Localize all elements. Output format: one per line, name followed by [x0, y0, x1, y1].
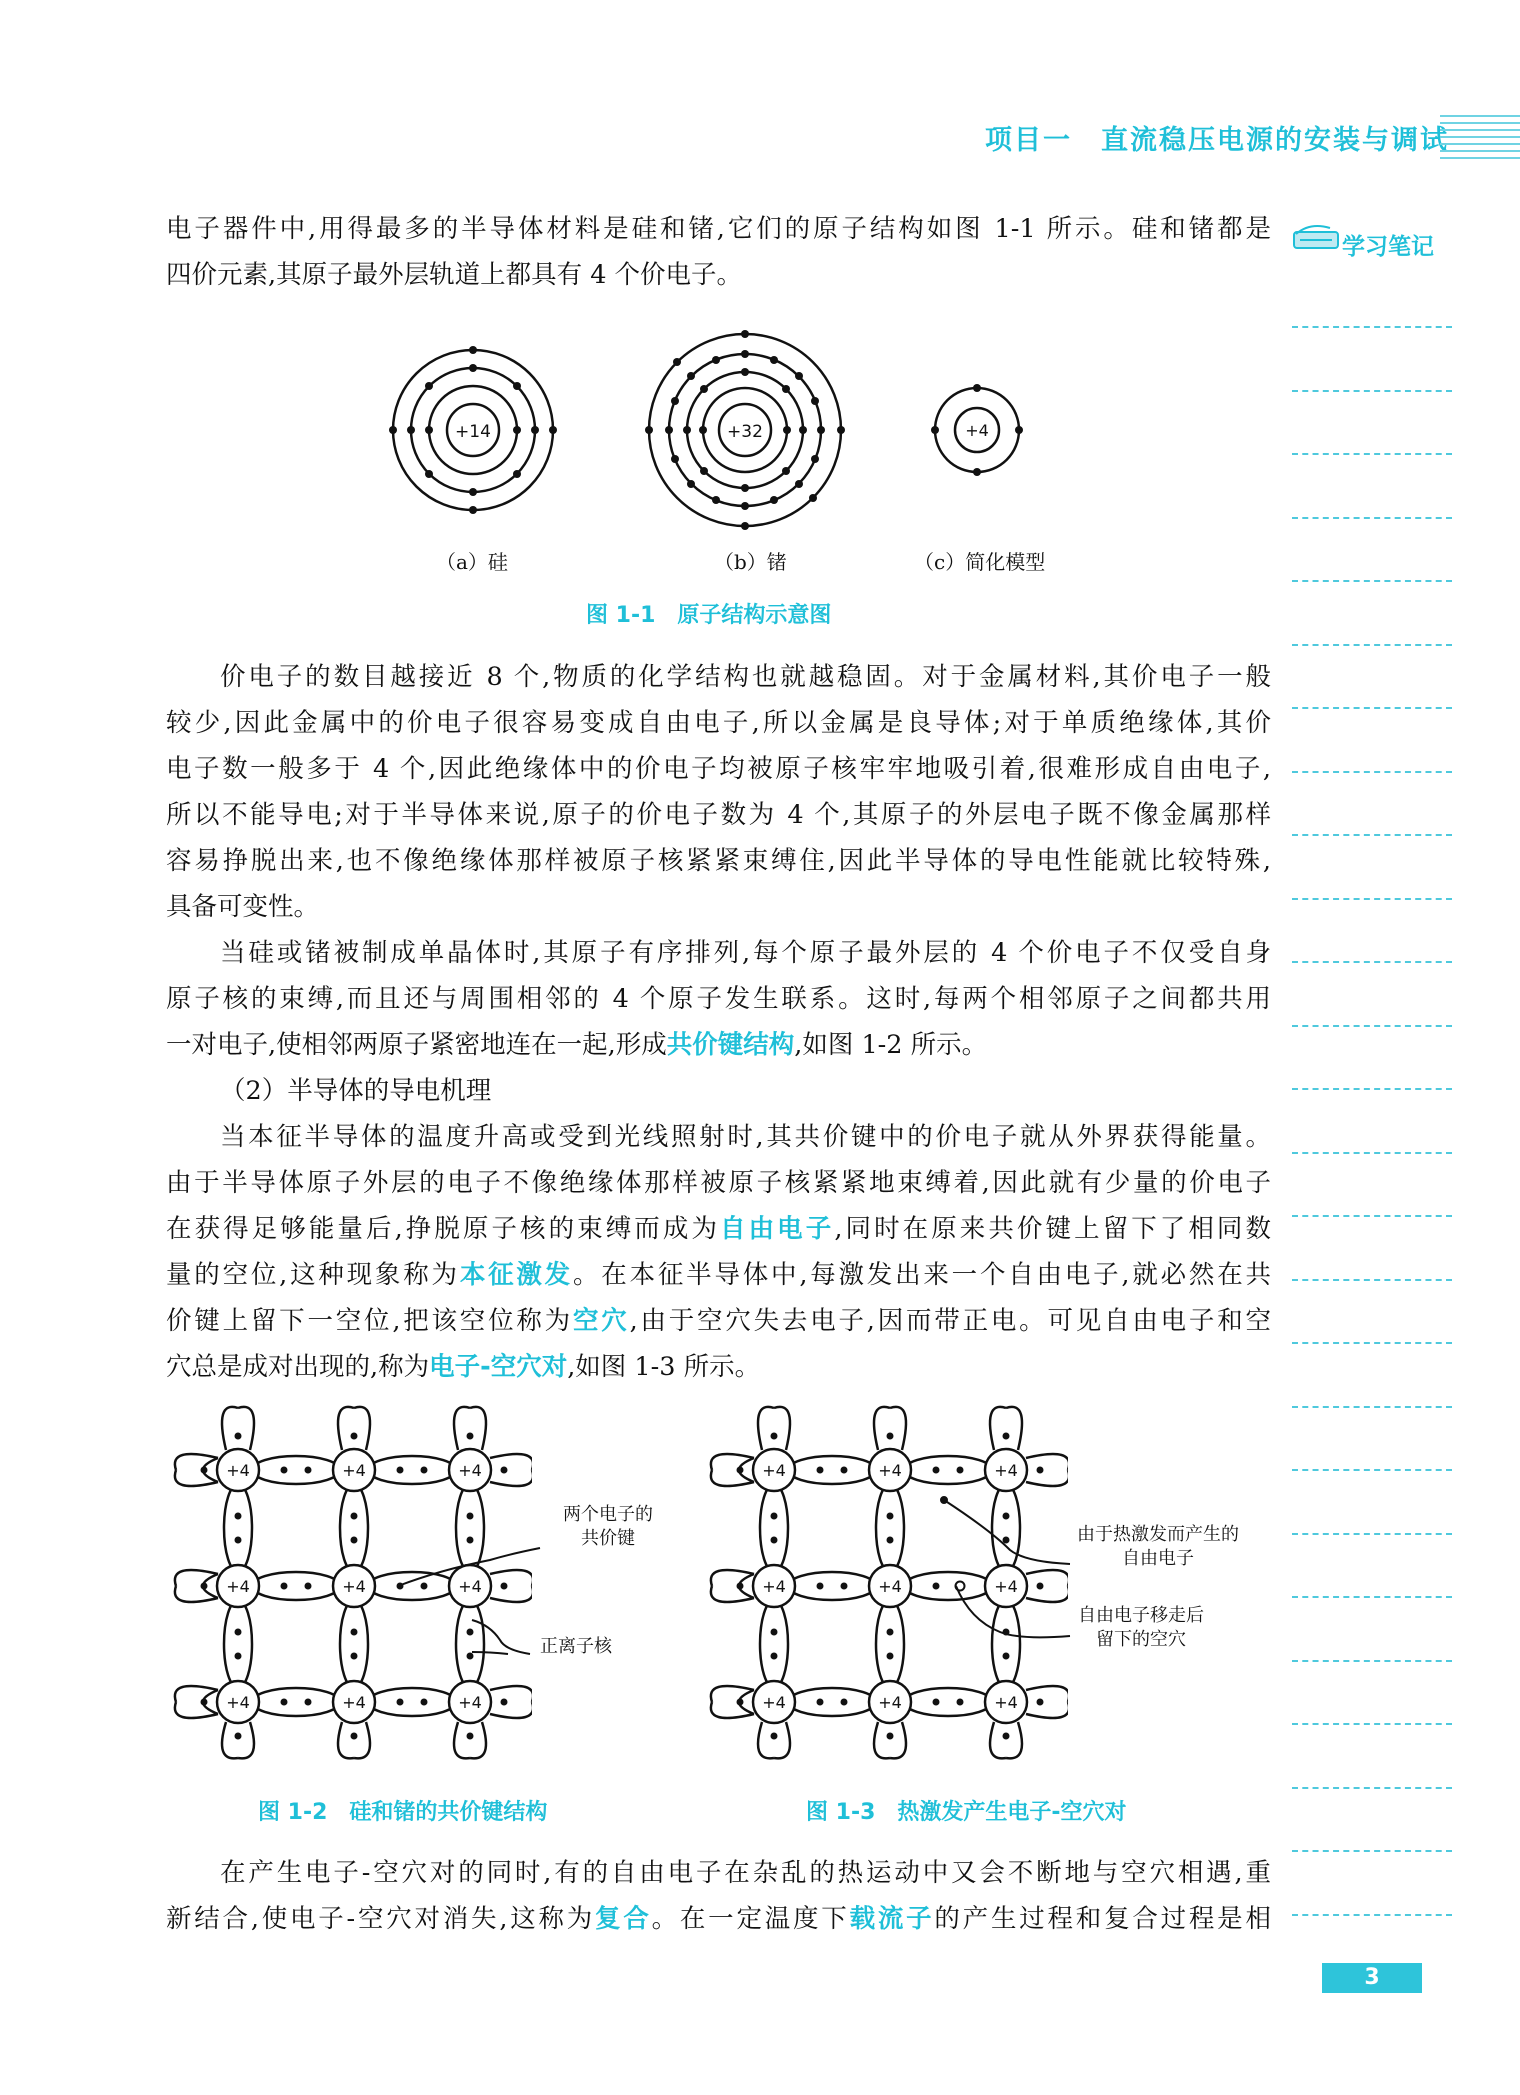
valence-electron — [351, 1653, 358, 1660]
ion-core-label: +4 — [226, 1461, 250, 1480]
valence-electron — [351, 1433, 358, 1440]
edge-bond — [238, 1722, 254, 1758]
valence-electron — [235, 1733, 242, 1740]
edge-bond — [874, 1407, 890, 1450]
edge-bond — [890, 1407, 906, 1450]
ion-core-label: +4 — [342, 1693, 366, 1712]
valence-electron — [887, 1653, 894, 1660]
valence-electron — [1037, 1699, 1044, 1706]
valence-electron — [467, 1733, 474, 1740]
simplified-nucleus-label: +4 — [965, 421, 989, 440]
para2-line-6: 具备可变性。 — [166, 892, 320, 922]
ion-core-label: +4 — [458, 1693, 482, 1712]
para2-line-1: 价电子的数目越接近 8 个,物质的化学结构也就越稳固。对于金属材料,其价电子一般 — [220, 662, 1271, 692]
ion-core-label: +4 — [878, 1693, 902, 1712]
edge-bond — [222, 1407, 238, 1450]
covalent-bond — [760, 1484, 788, 1572]
covalent-bond — [252, 1572, 340, 1600]
term-hole: 空穴 — [572, 1306, 630, 1336]
para4-line-2: 由于半导体原子外层的电子不像绝缘体那样被原子核紧紧地束缚着,因此就有少量的价电子 — [166, 1168, 1271, 1198]
annotation-free-electron: 由于热激发而产生的 自由电子 — [1077, 1524, 1239, 1569]
valence-electron — [201, 1467, 208, 1474]
edge-bond — [774, 1407, 790, 1450]
covalent-bond — [252, 1688, 340, 1716]
valence-electron — [737, 1583, 744, 1590]
valence-electron — [841, 1467, 848, 1474]
valence-electron — [817, 1583, 824, 1590]
ion-core-label: +4 — [342, 1577, 366, 1596]
valence-electron — [957, 1467, 964, 1474]
header-title: 项目一 直流稳压电源的安装与调试 — [985, 125, 1449, 156]
term-covalent-bond: 共价键结构 — [666, 1030, 795, 1060]
valence-electron — [201, 1699, 208, 1706]
para5-line-2: 新结合,使电子-空穴对消失,这称为复合。在一定温度下载流子的产生过程和复合过程是相 — [166, 1904, 1271, 1934]
edge-bond — [490, 1702, 532, 1718]
valence-electron — [817, 1699, 824, 1706]
header-stripes — [1440, 112, 1520, 164]
ion-core-label: +4 — [994, 1461, 1018, 1480]
annotation-hole: 自由电子移走后 留下的空穴 — [1078, 1605, 1204, 1650]
valence-electron — [281, 1467, 288, 1474]
valence-electron — [397, 1699, 404, 1706]
para4-line-6: 穴总是成对出现的,称为电子-空穴对,如图 1-3 所示。 — [166, 1352, 761, 1382]
term-intrinsic-excitation: 本征激发 — [459, 1260, 573, 1290]
notes-title: 学习笔记 — [1342, 234, 1434, 260]
valence-electron — [351, 1513, 358, 1520]
edge-bond — [454, 1722, 470, 1758]
para5-line-1: 在产生电子-空穴对的同时,有的自由电子在杂乱的热运动中又会不断地与空穴相遇,重 — [220, 1858, 1271, 1888]
para4-line-5: 价键上留下一空位,把该空位称为空穴,由于空穴失去电子,因而带正电。可见自由电子和空 — [166, 1306, 1271, 1336]
edge-bond — [1006, 1407, 1022, 1450]
para2-line-5: 容易挣脱出来,也不像绝缘体那样被原子核紧紧束缚住,因此半导体的导电性能就比较特殊, — [166, 846, 1271, 876]
valence-electron — [933, 1467, 940, 1474]
valence-electron — [305, 1467, 312, 1474]
para4-line-3: 在获得足够能量后,挣脱原子核的束缚而成为自由电子,同时在原来共价键上留下了相同数 — [166, 1214, 1271, 1244]
covalent-bond — [224, 1484, 252, 1572]
edge-bond — [490, 1686, 532, 1702]
valence-electron — [771, 1629, 778, 1636]
valence-electron — [501, 1467, 508, 1474]
page-number: 3 — [1322, 1963, 1422, 1993]
covalent-bond — [904, 1688, 992, 1716]
valence-electron — [305, 1699, 312, 1706]
valence-electron — [841, 1699, 848, 1706]
valence-electron — [1003, 1733, 1010, 1740]
ion-core-label: +4 — [878, 1461, 902, 1480]
edge-bond — [470, 1407, 486, 1450]
valence-electron — [235, 1653, 242, 1660]
section-heading: （2）半导体的导电机理 — [220, 1076, 492, 1106]
covalent-bond — [760, 1600, 788, 1688]
para3-line-2: 原子核的束缚,而且还与周围相邻的 4 个原子发生联系。这时,每两个相邻原子之间都共用 — [166, 984, 1271, 1014]
ion-core-label: +4 — [226, 1693, 250, 1712]
valence-electron — [771, 1433, 778, 1440]
valence-electron — [841, 1583, 848, 1590]
valence-electron — [305, 1583, 312, 1590]
valence-electron — [933, 1699, 940, 1706]
edge-bond — [490, 1470, 532, 1486]
valence-electron — [351, 1733, 358, 1740]
valence-electron — [201, 1583, 208, 1590]
silicon-nucleus-label: +14 — [455, 422, 491, 442]
edge-bond — [774, 1722, 790, 1758]
edge-bond — [338, 1722, 354, 1758]
valence-electron — [771, 1537, 778, 1544]
covalent-bond — [368, 1688, 456, 1716]
para2-line-2: 较少,因此金属中的价电子很容易变成自由电子,所以金属是良导体;对于单质绝缘体,其价 — [166, 708, 1271, 738]
edge-bond — [490, 1454, 532, 1470]
term-electron-hole-pair: 电子-空穴对 — [429, 1352, 568, 1382]
atom-structure-figure — [370, 320, 1050, 550]
covalent-bond — [224, 1600, 252, 1688]
term-carrier: 载流子 — [849, 1904, 935, 1934]
valence-electron — [397, 1467, 404, 1474]
para2-line-3: 电子数一般多于 4 个,因此绝缘体中的价电子均被原子核牢牢地吸引着,很难形成自由电子, — [166, 754, 1271, 784]
para2-line-4: 所以不能导电;对于半导体来说,原子的价电子数为 4 个,其原子的外层电子既不像金属那样 — [166, 800, 1271, 830]
notes-icon — [1290, 218, 1350, 258]
edge-bond — [470, 1722, 486, 1758]
edge-bond — [454, 1407, 470, 1450]
valence-electron — [817, 1467, 824, 1474]
valence-electron — [887, 1513, 894, 1520]
figure3-caption: 图 1-3 热激发产生电子-空穴对 — [806, 1800, 1127, 1825]
valence-electron — [771, 1653, 778, 1660]
edge-bond — [1026, 1470, 1068, 1486]
edge-bond — [222, 1722, 238, 1758]
edge-bond — [890, 1722, 906, 1758]
covalent-bond — [368, 1456, 456, 1484]
term-free-electron: 自由电子 — [720, 1214, 835, 1244]
para4-line-4: 量的空位,这种现象称为本征激发。在本征半导体中,每激发出来一个自由电子,就必然在共 — [166, 1260, 1271, 1290]
valence-electron — [351, 1629, 358, 1636]
covalent-bond — [340, 1600, 368, 1688]
ion-core-label: +4 — [458, 1461, 482, 1480]
para4-line-1: 当本征半导体的温度升高或受到光线照射时,其共价键中的价电子就从外界获得能量。 — [220, 1122, 1271, 1152]
edge-bond — [1026, 1454, 1068, 1470]
ion-core-label: +4 — [762, 1577, 786, 1596]
intro-line-2: 四价元素,其原子最外层轨道上都具有 4 个价电子。 — [166, 260, 743, 290]
covalent-bond — [788, 1456, 876, 1484]
valence-electron — [235, 1537, 242, 1544]
valence-electron — [235, 1629, 242, 1636]
figure1-caption: 图 1-1 原子结构示意图 — [586, 603, 832, 628]
valence-electron — [467, 1433, 474, 1440]
edge-bond — [1026, 1702, 1068, 1718]
valence-electron — [957, 1699, 964, 1706]
valence-electron — [887, 1433, 894, 1440]
edge-bond — [990, 1407, 1006, 1450]
ion-core-label: +4 — [458, 1577, 482, 1596]
figure2-caption: 图 1-2 硅和锗的共价键结构 — [258, 1800, 548, 1825]
valence-electron — [737, 1699, 744, 1706]
valence-electron — [501, 1699, 508, 1706]
germanium-nucleus-label: +32 — [727, 422, 763, 442]
valence-electron — [887, 1537, 894, 1544]
covalent-bond — [788, 1688, 876, 1716]
figure1-subcaption-a: （a）硅 — [436, 550, 508, 574]
ion-core-label: +4 — [994, 1577, 1018, 1596]
ion-core-label: +4 — [762, 1693, 786, 1712]
edge-bond — [354, 1407, 370, 1450]
valence-electron — [281, 1583, 288, 1590]
valence-electron — [771, 1513, 778, 1520]
edge-bond — [1026, 1686, 1068, 1702]
edge-bond — [758, 1407, 774, 1450]
ion-core-label: +4 — [342, 1461, 366, 1480]
valence-electron — [887, 1733, 894, 1740]
para3-line-3: 一对电子,使相邻两原子紧密地连在一起,形成共价键结构,如图 1-2 所示。 — [166, 1030, 988, 1060]
valence-electron — [1003, 1433, 1010, 1440]
intro-line-1: 电子器件中,用得最多的半导体材料是硅和锗,它们的原子结构如图 1-1 所示。硅和锗都是 — [166, 214, 1271, 244]
ion-core-label: +4 — [226, 1577, 250, 1596]
valence-electron — [737, 1467, 744, 1474]
edge-bond — [990, 1722, 1006, 1758]
covalent-bond — [340, 1484, 368, 1572]
covalent-bond — [904, 1456, 992, 1484]
annotation-bond: 两个电子的 共价键 — [563, 1504, 653, 1549]
para3-line-1: 当硅或锗被制成单晶体时,其原子有序排列,每个原子最外层的 4 个价电子不仅受自身 — [220, 938, 1271, 968]
ion-core-label: +4 — [994, 1693, 1018, 1712]
valence-electron — [351, 1537, 358, 1544]
covalent-bond — [876, 1600, 904, 1688]
valence-electron — [1037, 1467, 1044, 1474]
covalent-bond — [876, 1484, 904, 1572]
valence-electron — [281, 1699, 288, 1706]
ion-core-label: +4 — [878, 1577, 902, 1596]
edge-bond — [874, 1722, 890, 1758]
figure1-subcaption-c: （c）简化模型 — [914, 550, 1046, 574]
annotation-ion: 正离子核 — [540, 1636, 612, 1657]
valence-electron — [421, 1699, 428, 1706]
valence-electron — [421, 1467, 428, 1474]
valence-electron — [771, 1733, 778, 1740]
edge-bond — [354, 1722, 370, 1758]
valence-electron — [235, 1513, 242, 1520]
valence-electron — [887, 1629, 894, 1636]
edge-bond — [758, 1722, 774, 1758]
edge-bond — [338, 1407, 354, 1450]
ion-core-label: +4 — [762, 1461, 786, 1480]
covalent-bond — [788, 1572, 876, 1600]
covalent-bond — [252, 1456, 340, 1484]
figure1-subcaption-b: （b）锗 — [714, 550, 787, 574]
edge-bond — [238, 1407, 254, 1450]
term-recombination: 复合 — [595, 1904, 652, 1934]
valence-electron — [235, 1433, 242, 1440]
edge-bond — [1006, 1722, 1022, 1758]
